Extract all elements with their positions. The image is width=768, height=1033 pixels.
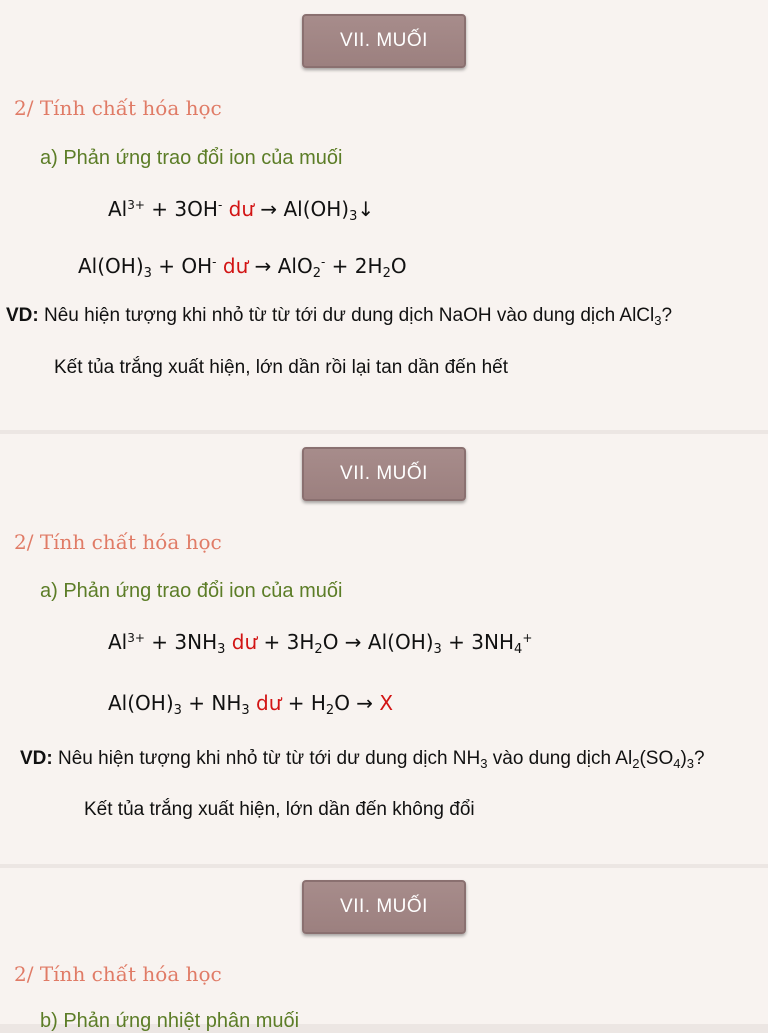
- slide-title-badge: VII. MUỐI: [302, 14, 466, 68]
- equation-1: $Al^{3+} + 3OH^-$ dư → $Al(OH)_3↓$: [108, 197, 375, 224]
- subsection-heading: a) Phản ứng trao đổi ion của muối: [40, 147, 343, 169]
- section-heading: 2/ Tính chất hóa học: [14, 530, 222, 554]
- slide-title-badge: VII. MUỐI: [302, 880, 466, 934]
- equation-1: $Al^{3+} + 3NH_3$ dư + $3H_2O \to Al(OH)_3 + 3NH_4^+$: [108, 630, 533, 657]
- section-heading: 2/ Tính chất hóa học: [14, 962, 222, 986]
- equation-2: $Al(OH)_3 + NH_3$ dư + $H_2O \to X$: [108, 691, 394, 718]
- subsection-heading: b) Phản ứng nhiệt phân muối: [40, 1010, 300, 1032]
- section-heading: 2/ Tính chất hóa học: [14, 96, 222, 120]
- example-question: VD: Nêu hiện tượng khi nhỏ từ từ tới dư dung dịch $NH_3$ vào dung dịch $Al_2(SO_4)_3$?: [20, 748, 705, 771]
- vd-label: VD:: [6, 305, 39, 326]
- slide-title-badge: VII. MUỐI: [302, 447, 466, 501]
- subsection-heading: a) Phản ứng trao đổi ion của muối: [40, 580, 343, 602]
- vd-label: VD:: [20, 748, 53, 769]
- example-answer: Kết tủa trắng xuất hiện, lớn dần rồi lại tan dần đến hết: [54, 357, 508, 378]
- equation-2: $Al(OH)_3 + OH^-$ dư → $AlO_2^- + 2H_2O$: [78, 254, 407, 281]
- slide-3: [0, 868, 768, 1032]
- example-answer: Kết tủa trắng xuất hiện, lớn dần đến không đổi: [84, 799, 475, 820]
- slide-2: [0, 434, 768, 864]
- slide-1: [0, 0, 768, 430]
- example-question: VD: Nêu hiện tượng khi nhỏ từ từ tới dư dung dịch NaOH vào dung dịch AlCl$_3$?: [6, 305, 673, 328]
